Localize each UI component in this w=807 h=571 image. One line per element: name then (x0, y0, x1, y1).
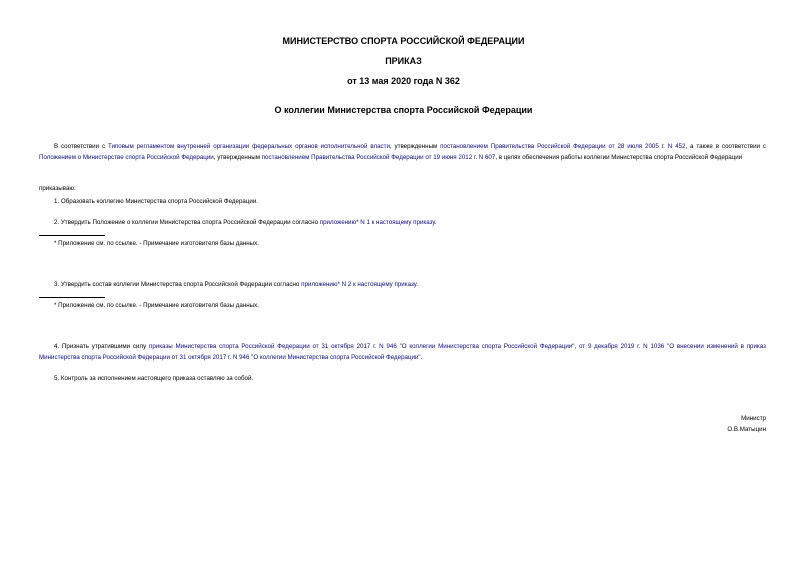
item-2-text: 2. Утвердить Положение о коллегии Министерства спорта Российской Федерации согласно (54, 219, 320, 226)
preamble-text: , утвержденным (213, 153, 262, 161)
item-4-text: , (574, 343, 579, 350)
link-order-1036[interactable]: от 9 декабря 2019 г. N 1036 "О внесении изменений в приказ Министерства спорта Российской Федерации от 31 октября 2017 г. N 946 "О коллегии Министерства спорта Российской Федерации" (39, 343, 766, 361)
link-appendix-2[interactable]: приложению* N 2 к настоящему приказу (301, 281, 417, 288)
doc-type-heading: ПРИКАЗ (385, 56, 422, 66)
item-4-text: 4. Признать утратившими силу (54, 343, 149, 350)
footnote-1: * Приложение см. по ссылке. - Примечание изготовителя базы данных. (54, 240, 259, 247)
preamble-text: , в целях обеспечения работы коллегии Министерства спорта Российской Федерации (495, 153, 743, 161)
footnote-2: * Приложение см. по ссылке. - Примечание изготовителя базы данных. (54, 302, 259, 309)
preamble-text: , а также в соответствии с (685, 143, 766, 150)
link-decree-452[interactable]: постановлением Правительства Российской Федерации от 28 июля 2005 г. N 452 (440, 143, 686, 150)
ministry-heading: МИНИСТЕРСТВО СПОРТА РОССИЙСКОЙ ФЕДЕРАЦИИ (282, 36, 525, 46)
signature-position: Министр (741, 415, 766, 422)
link-model-regulation[interactable]: Типовым регламентом внутренней организации федеральных органов исполнительной власти (107, 143, 390, 150)
date-number-heading: от 13 мая 2020 года N 362 (347, 76, 460, 86)
item-4 (39, 342, 766, 363)
link-decree-607[interactable]: постановлением Правительства Российской Федерации от 19 июня 2012 г. N 607 (261, 153, 496, 161)
preamble-text: В соответствии с (54, 143, 108, 150)
link-order-946[interactable]: приказы Министерства спорта Российской Федерации от 31 октября 2017 г. N 946 "О коллегии Министерства спорта Российской Федерации" (148, 343, 575, 350)
preamble-paragraph (39, 142, 766, 163)
link-ministry-statute[interactable]: Положением о Министерстве спорта Российской Федерации (39, 153, 214, 161)
item-5: 5. Контроль за исполнением настоящего приказа оставляю за собой. (54, 375, 254, 382)
signature-name: О.В.Матыцин (727, 426, 766, 433)
item-2-text: . (434, 219, 437, 226)
item-3-text: 3. Утвердить состав коллегии Министерства спорта Российской Федерации согласно (54, 281, 302, 288)
item-3 (39, 280, 766, 291)
item-4-text: . (420, 353, 423, 361)
link-appendix-1[interactable]: приложению* N 1 к настоящему приказу (319, 219, 435, 226)
preamble-text: , утвержденным (389, 143, 441, 150)
footnote-divider (39, 297, 105, 298)
order-word: приказываю: (39, 185, 76, 192)
item-2 (39, 218, 766, 229)
item-3-text: . (416, 281, 418, 288)
footnote-divider (39, 235, 105, 236)
document-title: О коллегии Министерства спорта Российской Федерации (274, 105, 533, 115)
item-1: 1. Образовать коллегию Министерства спорта Российской Федерации. (54, 198, 259, 205)
